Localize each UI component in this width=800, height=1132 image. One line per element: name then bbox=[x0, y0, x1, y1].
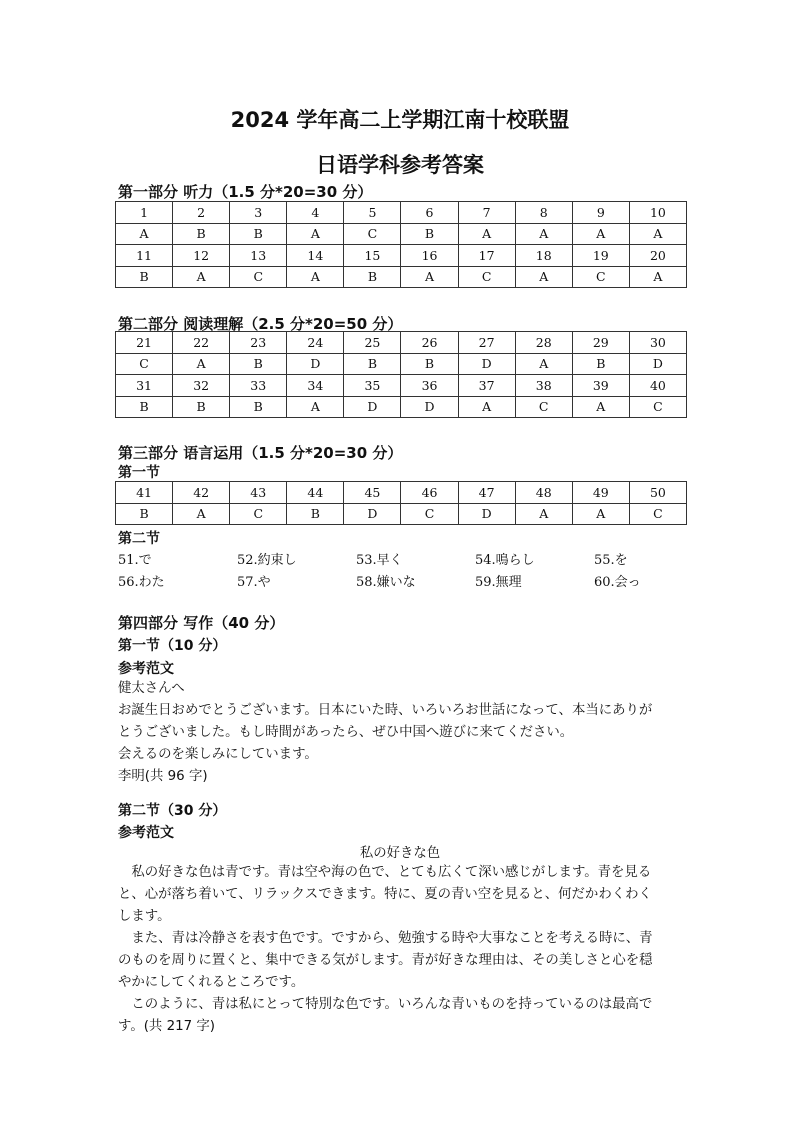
part3-heading: 第三部分 语言运用（1.5 分*20=30 分） bbox=[118, 444, 403, 462]
answer-cell: B bbox=[344, 353, 401, 375]
sample-letter bbox=[118, 678, 684, 788]
answer-table-row bbox=[116, 245, 687, 267]
answer-cell: C bbox=[629, 503, 686, 525]
question-number-cell: 14 bbox=[287, 245, 344, 267]
essay-line: と、心が落ち着いて、リラックスできます。特に、夏の青い空を見ると、何だかわくわく bbox=[118, 887, 652, 902]
fill-answer: 51.で bbox=[118, 553, 152, 568]
question-number-cell: 36 bbox=[401, 375, 458, 397]
question-number-cell: 48 bbox=[515, 482, 572, 504]
answer-cell: C bbox=[458, 266, 515, 288]
answer-cell: A bbox=[515, 223, 572, 245]
sample-essay bbox=[118, 862, 684, 1038]
question-number-cell: 27 bbox=[458, 332, 515, 354]
question-number-cell: 34 bbox=[287, 375, 344, 397]
fill-answers-row-2 bbox=[118, 571, 718, 590]
answer-table-row bbox=[116, 332, 687, 354]
part3-answer-table bbox=[115, 481, 687, 525]
question-number-cell: 9 bbox=[572, 202, 629, 224]
question-number-cell: 35 bbox=[344, 375, 401, 397]
question-number-cell: 29 bbox=[572, 332, 629, 354]
answer-cell: C bbox=[515, 396, 572, 418]
answer-cell: B bbox=[116, 266, 173, 288]
part1-heading: 第一部分 听力（1.5 分*20=30 分） bbox=[118, 183, 373, 201]
question-number-cell: 19 bbox=[572, 245, 629, 267]
question-number-cell: 3 bbox=[230, 202, 287, 224]
part2-heading: 第二部分 阅读理解（2.5 分*20=50 分） bbox=[118, 315, 403, 333]
question-number-cell: 33 bbox=[230, 375, 287, 397]
question-number-cell: 31 bbox=[116, 375, 173, 397]
essay-line: す。(共 217 字) bbox=[118, 1019, 216, 1034]
question-number-cell: 30 bbox=[629, 332, 686, 354]
answer-cell: C bbox=[401, 503, 458, 525]
answer-cell: A bbox=[287, 396, 344, 418]
letter-line: とうございました。もし時間があったら、ぜひ中国へ遊びに来てください。 bbox=[118, 725, 574, 740]
question-number-cell: 25 bbox=[344, 332, 401, 354]
answer-cell: B bbox=[344, 266, 401, 288]
fill-answer: 56.わた bbox=[118, 575, 165, 590]
letter-line: 会えるのを楽しみにしています。 bbox=[118, 747, 318, 762]
question-number-cell: 28 bbox=[515, 332, 572, 354]
question-number-cell: 47 bbox=[458, 482, 515, 504]
fill-answer: 59.無理 bbox=[475, 575, 522, 590]
answer-table-row bbox=[116, 353, 687, 375]
letter-greeting: 健太さんへ bbox=[118, 681, 185, 696]
question-number-cell: 50 bbox=[629, 482, 686, 504]
answer-cell: B bbox=[116, 396, 173, 418]
document-title: 2024 学年高二上学期江南十校联盟 bbox=[230, 108, 570, 132]
answer-cell: C bbox=[230, 503, 287, 525]
fill-answer: 52.約束し bbox=[237, 553, 297, 568]
question-number-cell: 11 bbox=[116, 245, 173, 267]
answer-cell: C bbox=[629, 396, 686, 418]
fill-answer: 58.嫌いな bbox=[356, 575, 416, 590]
question-number-cell: 22 bbox=[173, 332, 230, 354]
answer-cell: D bbox=[344, 503, 401, 525]
question-number-cell: 18 bbox=[515, 245, 572, 267]
answer-cell: B bbox=[230, 396, 287, 418]
question-number-cell: 32 bbox=[173, 375, 230, 397]
question-number-cell: 1 bbox=[116, 202, 173, 224]
answer-cell: C bbox=[116, 353, 173, 375]
question-number-cell: 17 bbox=[458, 245, 515, 267]
document-subtitle: 日语学科参考答案 bbox=[316, 153, 484, 177]
answer-cell: A bbox=[572, 503, 629, 525]
answer-cell: C bbox=[230, 266, 287, 288]
question-number-cell: 26 bbox=[401, 332, 458, 354]
fill-answer: 60.会っ bbox=[594, 575, 641, 590]
question-number-cell: 24 bbox=[287, 332, 344, 354]
answer-cell: C bbox=[344, 223, 401, 245]
question-number-cell: 39 bbox=[572, 375, 629, 397]
answer-cell: B bbox=[230, 353, 287, 375]
part4-section2-label: 第二节（30 分） bbox=[118, 803, 227, 819]
answer-cell: A bbox=[515, 266, 572, 288]
fill-answer: 53.早く bbox=[356, 553, 403, 568]
answer-table-row bbox=[116, 202, 687, 224]
question-number-cell: 15 bbox=[344, 245, 401, 267]
answer-table-row bbox=[116, 266, 687, 288]
question-number-cell: 12 bbox=[173, 245, 230, 267]
question-number-cell: 2 bbox=[173, 202, 230, 224]
part3-section2-label: 第二节 bbox=[118, 531, 160, 547]
question-number-cell: 10 bbox=[629, 202, 686, 224]
essay-title: 私の好きな色 bbox=[359, 846, 441, 861]
answer-table-row bbox=[116, 482, 687, 504]
essay-line: 私の好きな色は青です。青は空や海の色で、とても広くて深い感じがします。青を見る bbox=[131, 865, 652, 880]
answer-cell: B bbox=[287, 503, 344, 525]
answer-cell: D bbox=[458, 353, 515, 375]
answer-cell: D bbox=[629, 353, 686, 375]
question-number-cell: 40 bbox=[629, 375, 686, 397]
answer-table-row bbox=[116, 223, 687, 245]
answer-cell: B bbox=[401, 353, 458, 375]
question-number-cell: 8 bbox=[515, 202, 572, 224]
answer-cell: A bbox=[572, 223, 629, 245]
answer-cell: B bbox=[173, 223, 230, 245]
question-number-cell: 20 bbox=[629, 245, 686, 267]
question-number-cell: 38 bbox=[515, 375, 572, 397]
question-number-cell: 43 bbox=[230, 482, 287, 504]
answer-cell: D bbox=[287, 353, 344, 375]
answer-cell: B bbox=[116, 503, 173, 525]
question-number-cell: 42 bbox=[173, 482, 230, 504]
question-number-cell: 49 bbox=[572, 482, 629, 504]
answer-cell: A bbox=[287, 223, 344, 245]
answer-cell: A bbox=[401, 266, 458, 288]
answer-table-row bbox=[116, 503, 687, 525]
answer-table-row bbox=[116, 375, 687, 397]
essay-line: このように、青は私にとって特別な色です。いろんな青いものを持っているのは最高で bbox=[131, 997, 653, 1012]
answer-cell: A bbox=[515, 353, 572, 375]
sample1-label: 参考范文 bbox=[118, 661, 174, 677]
answer-cell: A bbox=[116, 223, 173, 245]
essay-line: のものを周りに置くと、集中できる気がします。青が好きな理由は、その美しさと心を穏 bbox=[118, 953, 653, 968]
answer-cell: B bbox=[401, 223, 458, 245]
answer-cell: B bbox=[230, 223, 287, 245]
fill-answer: 54.鳴らし bbox=[475, 553, 535, 568]
fill-answer: 57.や bbox=[237, 575, 271, 590]
question-number-cell: 21 bbox=[116, 332, 173, 354]
essay-line: やかにしてくれるところです。 bbox=[118, 975, 305, 990]
fill-answers-row-1 bbox=[118, 549, 718, 568]
question-number-cell: 13 bbox=[230, 245, 287, 267]
answer-table-row bbox=[116, 396, 687, 418]
answer-cell: A bbox=[629, 223, 686, 245]
sample2-label: 参考范文 bbox=[118, 825, 174, 841]
part4-section1-label: 第一节（10 分） bbox=[118, 638, 227, 654]
letter-line: お誕生日おめでとうございます。日本にいた時、いろいろお世話になって、本当にありが bbox=[118, 703, 653, 718]
answer-cell: D bbox=[401, 396, 458, 418]
question-number-cell: 7 bbox=[458, 202, 515, 224]
answer-cell: A bbox=[173, 503, 230, 525]
part4-heading: 第四部分 写作（40 分） bbox=[118, 614, 285, 632]
answer-cell: A bbox=[629, 266, 686, 288]
part1-answer-table bbox=[115, 201, 687, 288]
letter-signature: 李明(共 96 字) bbox=[118, 769, 208, 784]
answer-cell: A bbox=[458, 223, 515, 245]
question-number-cell: 5 bbox=[344, 202, 401, 224]
answer-cell: A bbox=[173, 353, 230, 375]
part2-answer-table bbox=[115, 331, 687, 418]
answer-cell: A bbox=[287, 266, 344, 288]
answer-cell: D bbox=[458, 503, 515, 525]
fill-answer: 55.を bbox=[594, 553, 628, 568]
question-number-cell: 4 bbox=[287, 202, 344, 224]
answer-cell: B bbox=[572, 353, 629, 375]
question-number-cell: 44 bbox=[287, 482, 344, 504]
answer-cell: A bbox=[173, 266, 230, 288]
question-number-cell: 16 bbox=[401, 245, 458, 267]
essay-line: します。 bbox=[118, 909, 171, 924]
answer-cell: A bbox=[572, 396, 629, 418]
answer-cell: C bbox=[572, 266, 629, 288]
question-number-cell: 45 bbox=[344, 482, 401, 504]
question-number-cell: 41 bbox=[116, 482, 173, 504]
answer-cell: D bbox=[344, 396, 401, 418]
question-number-cell: 6 bbox=[401, 202, 458, 224]
question-number-cell: 37 bbox=[458, 375, 515, 397]
part3-section1-label: 第一节 bbox=[118, 465, 160, 481]
question-number-cell: 46 bbox=[401, 482, 458, 504]
answer-cell: A bbox=[515, 503, 572, 525]
answer-cell: B bbox=[173, 396, 230, 418]
question-number-cell: 23 bbox=[230, 332, 287, 354]
answer-cell: A bbox=[458, 396, 515, 418]
essay-line: また、青は冷静さを表す色です。ですから、勉強する時や大事なことを考える時に、青 bbox=[131, 931, 653, 946]
